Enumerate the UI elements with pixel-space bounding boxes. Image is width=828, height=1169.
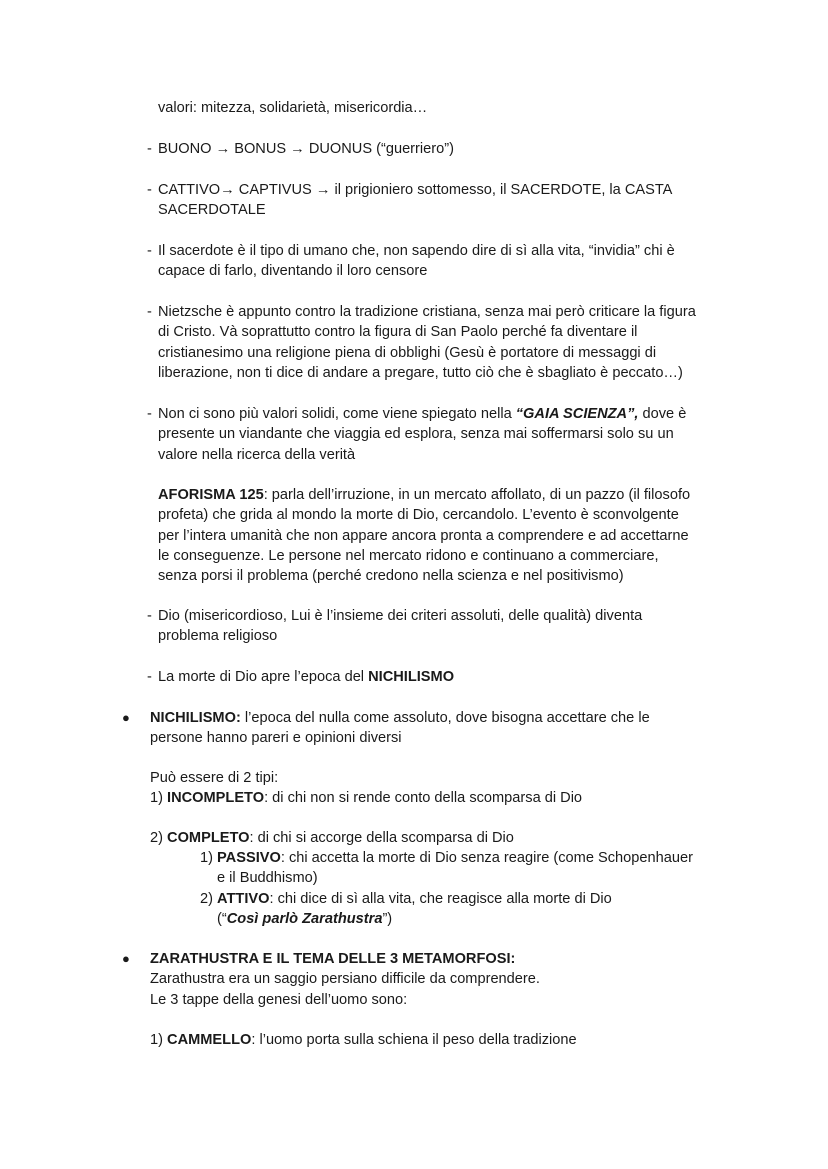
passivo-label: PASSIVO	[217, 850, 281, 866]
zarathustra-line-1: Zarathustra era un saggio persiano difficile da comprendere.	[150, 971, 540, 987]
incompleto-label: INCOMPLETO	[167, 790, 265, 806]
dio-line-2: problema religioso	[158, 628, 278, 644]
zarathustra-heading: ZARATHUSTRA E IL TEMA DELLE 3 METAMORFOSI:	[150, 951, 516, 967]
cattivo-line-1: CATTIVO→ CAPTIVUS → il prigioniero sottomesso, il SACERDOTE, la CASTA	[158, 182, 673, 198]
sacerdote-line-2: capace di farlo, diventando il loro censore	[158, 263, 428, 279]
cammello-text: : l’uomo porta sulla schiena il peso della tradizione	[251, 1032, 577, 1048]
nietzsche-line-3: cristianesimo una religione piena di obblighi (Gesù è portatore di messaggi di	[158, 345, 657, 361]
incompleto-text: : di chi non si rende conto della scomparsa di Dio	[264, 790, 583, 806]
bullet-icon: ●	[122, 951, 130, 966]
list-number: 1)	[200, 850, 218, 866]
dash-marker: -	[147, 304, 152, 320]
nichilismo-line-1-rest: l’epoca del nulla come assoluto, dove bisogna accettare che le	[240, 710, 650, 726]
nichilismo-line-2: persone hanno pareri e opinioni diversi	[150, 730, 402, 746]
zarathustra-work-title: Così parlò Zarathustra	[226, 911, 383, 927]
cattivo-line-2: SACERDOTALE	[158, 202, 266, 218]
dash-marker: -	[147, 669, 152, 685]
cammello-line	[150, 1030, 577, 1051]
quote-open: (“	[217, 911, 227, 927]
dash-marker: -	[147, 406, 152, 422]
valori-line-1	[158, 404, 686, 425]
completo-label: COMPLETO	[167, 830, 250, 846]
passivo-line	[200, 848, 693, 869]
aforisma-label: AFORISMA 125	[158, 487, 264, 503]
morte-line	[158, 667, 454, 688]
valori-line-3: valore nella ricerca della verità	[158, 447, 356, 463]
dash-marker: -	[147, 141, 152, 157]
dash-marker: -	[147, 243, 152, 259]
valori-line-1-post: dove è	[638, 406, 687, 422]
attivo-line-2	[217, 909, 392, 930]
intro-line: valori: mitezza, solidarietà, misericordia…	[158, 100, 428, 116]
sacerdote-line-1: Il sacerdote è il tipo di umano che, non sapendo dire di sì alla vita, “invidia” chi è	[158, 243, 675, 259]
aforisma-line-1-rest: : parla dell’irruzione, in un mercato affollato, di un pazzo (il filosofo	[263, 487, 691, 503]
nichilismo-keyword: NICHILISMO	[368, 669, 455, 685]
incompleto-line	[150, 788, 582, 809]
nietzsche-line-2: di Cristo. Và soprattutto contro la figura di San Paolo perché fa diventare il	[158, 324, 638, 340]
attivo-label: ATTIVO	[217, 891, 270, 907]
nichilismo-line-1	[150, 708, 650, 729]
valori-line-2: presente un viandante che viaggia ed esplora, senza mai soffermarsi solo su un	[158, 426, 674, 442]
cammello-label: CAMMELLO	[167, 1032, 252, 1048]
aforisma-line-1	[158, 485, 690, 506]
completo-line	[150, 828, 514, 849]
valori-line-1-pre: Non ci sono più valori solidi, come viene spiegato nella	[158, 406, 516, 422]
morte-pre: La morte di Dio apre l’epoca del	[158, 669, 369, 685]
dio-line-1: Dio (misericordioso, Lui è l’insieme dei criteri assoluti, delle qualità) diventa	[158, 608, 643, 624]
nietzsche-line-1: Nietzsche è appunto contro la tradizione cristiana, senza mai però criticare la figura	[158, 304, 696, 320]
dash-marker: -	[147, 608, 152, 624]
list-number: 2)	[200, 891, 218, 907]
aforisma-line-4: le conseguenze. Le persone nel mercato ridono e continuano a commerciare,	[158, 548, 659, 564]
zarathustra-line-2: Le 3 tappe della genesi dell’uomo sono:	[150, 992, 408, 1008]
quote-close: ”)	[382, 911, 393, 927]
aforisma-line-5: senza porsi il problema (perché credono nella scienza e nel positivismo)	[158, 568, 624, 584]
attivo-text: : chi dice di sì alla vita, che reagisce alla morte di Dio	[269, 891, 612, 907]
nietzsche-line-4: liberazione, non ti dice di andare a pregare, tutto ciò che è sbagliato è peccato…)	[158, 365, 683, 381]
aforisma-line-3: per l’intera umanità che non appare ancora pronta a comprendere e ad accettarne	[158, 528, 689, 544]
gaia-scienza-title: “GAIA SCIENZA”,	[515, 406, 639, 422]
list-number: 1)	[150, 1032, 168, 1048]
attivo-line	[200, 889, 612, 910]
nichilismo-heading: NICHILISMO:	[150, 710, 241, 726]
completo-text: : di chi si accorge della scomparsa di Dio	[249, 830, 514, 846]
passivo-line-2: e il Buddhismo)	[217, 870, 318, 886]
list-number: 1)	[150, 790, 168, 806]
passivo-text: : chi accetta la morte di Dio senza reagire (come Schopenhauer	[280, 850, 693, 866]
list-number: 2)	[150, 830, 168, 846]
dash-marker: -	[147, 182, 152, 198]
bullet-icon: ●	[122, 710, 130, 725]
tipi-line: Può essere di 2 tipi:	[150, 770, 279, 786]
buono-text: BUONO → BONUS → DUONUS (“guerriero”)	[158, 141, 454, 157]
aforisma-line-2: profeta) che grida al mondo la morte di Dio, cercandolo. L’evento è sconvolgente	[158, 507, 679, 523]
